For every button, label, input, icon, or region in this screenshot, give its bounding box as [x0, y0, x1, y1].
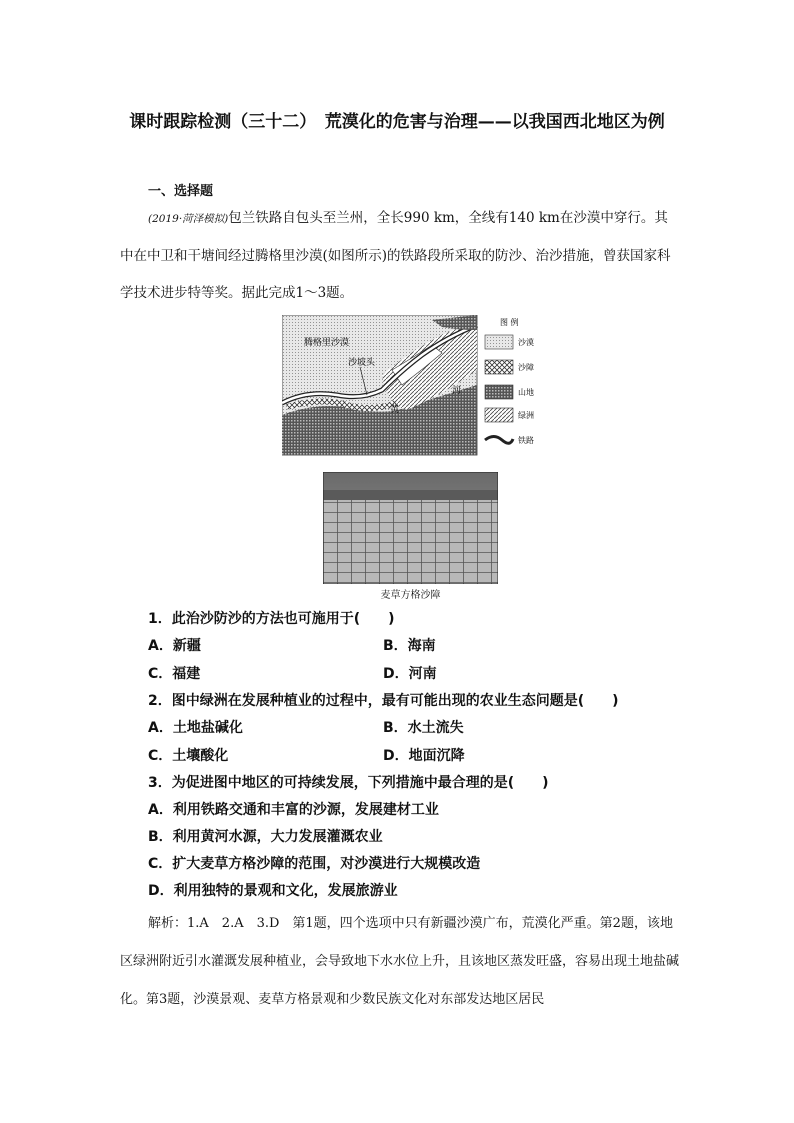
map-label-place: 沙坡头: [348, 358, 376, 368]
map-label-river1: 黄: [390, 405, 400, 415]
map-label-desert: 腾格里沙漠: [304, 338, 350, 348]
legend-barrier: 沙障: [518, 363, 534, 372]
intro-text: 包兰铁路自包头至兰州，全长990 km，全线有140 km在沙漠中穿行。其中在中卫和干塘间经过腾格里沙漠(如图所示)的铁路段所采取的防沙、治沙措施，曾获国家科学技术进步特等奖。据此完成1～3题。: [120, 210, 671, 301]
page-title: 课时跟踪检测（三十二） 荒漠化的危害与治理——以我国西北地区为例: [129, 112, 665, 132]
q1-option-d: D．河南: [383, 666, 437, 682]
analysis-paragraph: 解析：1.A 2.A 3.D 第1题，四个选项中只有新疆沙漠广布，荒漠化严重。第2题，该地区绿洲附近引水灌溉发展种植业，会导致地下水水位上升，且该地区蒸发旺盛，容易出现土地盐碱化。第3题，沙漠景观、麦草方格景观和少数民族文化对东部发达地区居民: [120, 916, 680, 1007]
q2-option-b: B．水土流失: [383, 720, 464, 736]
question-1: 1．此治沙防沙的方法也可施用于( ): [148, 611, 395, 627]
map-legend: [485, 317, 534, 445]
intro-source: (2019·菏泽模拟): [148, 213, 229, 225]
q3-option-c: C．扩大麦草方格沙障的范围，对沙漠进行大规模改造: [148, 856, 481, 872]
straw-barrier-photo: [323, 472, 498, 584]
legend-desert: 沙漠: [518, 338, 534, 347]
legend-mountain: 山地: [518, 388, 534, 397]
legend-title: 图 例: [500, 318, 519, 327]
q3-option-a: A．利用铁路交通和丰富的沙源，发展建材工业: [148, 802, 439, 818]
desert-map-figure: [282, 315, 552, 460]
legend-oasis: 绿洲: [518, 411, 534, 420]
legend-railway: 铁路: [518, 436, 534, 445]
q3-option-b: B．利用黄河水源，大力发展灌溉农业: [148, 829, 383, 845]
question-3: 3．为促进图中地区的可持续发展，下列措施中最合理的是( ): [148, 775, 549, 791]
photo-caption: 麦草方格沙障: [380, 590, 441, 601]
q2-option-a: A．土地盐碱化: [148, 720, 243, 736]
intro-paragraph: [120, 200, 680, 312]
question-2: 2．图中绿洲在发展种植业的过程中，最有可能出现的农业生态问题是( ): [148, 693, 619, 709]
section-heading: 一、选择题: [148, 184, 214, 199]
q1-option-a: A．新疆: [148, 638, 201, 654]
q1-option-c: C．福建: [148, 666, 201, 682]
q1-option-b: B．海南: [383, 638, 436, 654]
map-label-river2: 河: [452, 386, 462, 396]
q2-option-c: C．土壤酸化: [148, 748, 229, 764]
q3-option-d: D．利用独特的景观和文化，发展旅游业: [148, 883, 398, 899]
q2-option-d: D．地面沉降: [383, 748, 465, 764]
